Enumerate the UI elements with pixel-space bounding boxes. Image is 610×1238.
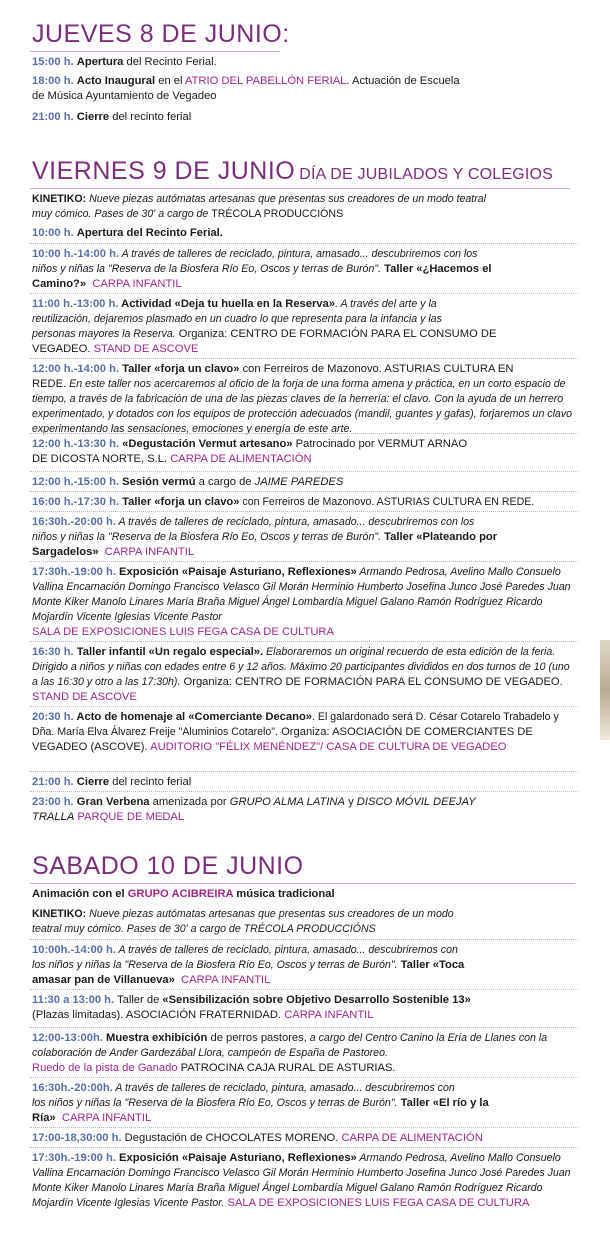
event-entry (32, 1031, 577, 1076)
event-entry (32, 110, 577, 125)
event-title: Taller «El río y la (397, 1097, 489, 1109)
event-time: 12:00 h.-14:00 h. (32, 363, 120, 375)
event-entry (32, 362, 577, 437)
event-title: Camino?» (32, 278, 87, 290)
cropped-photo-edge (600, 640, 610, 740)
event-title: Taller «forja un clavo» (119, 363, 240, 375)
event-text: Nueve piezas autómatas artesanas que presentas sus creadores de un modo teatral (86, 193, 487, 205)
divider (30, 491, 578, 493)
event-title: Taller «¿Hacemos el (381, 263, 492, 275)
event-time: 16:00 h.-17:30 h. (32, 496, 120, 508)
event-description: En este taller nos acercaremos al oficio de la forja de una forma amena y práctica, en un corto espacio de tiempo, a través de la fabricación de una de las piezas claves de la herrería: el clavo. Con la ayuda de un herrero experimentado, y dotados con los equipos de protección adecuados (mandil, guantes y gafas), forjaremos un clavo experimentando las sensaciones, emociones y energía de este arte. (32, 378, 573, 435)
event-entry (32, 247, 577, 292)
event-time: 10:00h.-14:00 h. (32, 944, 116, 956)
event-title: amasar pan de Villanueva» (32, 974, 175, 986)
event-title: Taller «Plateando por (381, 531, 498, 543)
event-title: Taller «Toca (397, 959, 465, 971)
event-text: a cargo del Centro Canino la Ería de Llanes con la colaboración de Ander Gardezábal Llora, campeón de España de Pastoreo. (32, 1032, 548, 1059)
event-text: niños y niñas la "Reserva de la Biosfera Río Eo, Oscos y terras de Burón". (32, 263, 382, 275)
event-text: Taller de (114, 994, 163, 1006)
event-entry (32, 1081, 577, 1126)
event-text: . Actuación de Escuela (346, 75, 460, 87)
event-time: 16:30 h. (32, 646, 74, 658)
event-text: a cargo de (195, 476, 255, 488)
event-org: TRÉCOLA PRODUCCIÓNS (211, 208, 344, 220)
kinetiko-label: KINETIKO: (32, 908, 87, 920)
event-title: Ría» (32, 1112, 56, 1124)
title-underline (30, 51, 280, 52)
divider (30, 1027, 578, 1029)
event-text: los niños y niñas la "Reserva de la Biosfera Río Eo, Oscos y terras de Burón". (32, 1097, 398, 1109)
title-underline (30, 188, 570, 189)
event-entry (32, 55, 577, 70)
event-text: REDE. (32, 378, 67, 390)
event-org: GRUPO ALMA LATINA (229, 796, 345, 808)
event-title: «Degustación Vermut artesano» (119, 438, 293, 450)
event-org: Organiza: CENTRO DE FORMACIÓN PARA EL CONSUMO DE (175, 328, 497, 340)
event-text: Patrocinado por VERMUT ARNAO (292, 438, 468, 450)
event-place: STAND DE ASCOVE (32, 691, 137, 703)
event-org: DISCO MÓVIL DEEJAY (356, 796, 476, 808)
divider (30, 511, 578, 513)
event-text: amenizada por (149, 796, 230, 808)
event-title: Muestra exhibición (102, 1032, 208, 1044)
event-time: 12:00 h.-15:00 h. (32, 476, 120, 488)
event-text: Degustación de CHOCOLATES MORENO. (121, 1132, 339, 1144)
event-time: 23:00 h. (32, 796, 74, 808)
event-text: . El galardonado será D. César Cotarelo Trabadelo y Dña. María Elva Álvarez Freije "Aluminios Cotarelo". (32, 711, 559, 738)
divider (30, 293, 578, 295)
event-title: Apertura del Recinto Ferial. (76, 227, 223, 239)
event-title: Cierre (73, 776, 110, 788)
event-title: Taller «forja un clavo» (119, 496, 240, 508)
event-org: Organiza: CENTRO DE FORMACIÓN PARA EL CONSUMO DE VEGADEO. (180, 676, 563, 688)
event-text: del recinto ferial (109, 776, 192, 788)
event-text: los niños y niñas la "Reserva de la Biosfera Río Eo, Oscos y terras de Burón". (32, 959, 398, 971)
event-time: 16:30h.-20:00h. (32, 1082, 113, 1094)
event-time: 15:00 h. (32, 56, 74, 68)
event-title: Actividad «Deja tu huella en la Reserva» (118, 298, 336, 310)
event-org: PATROCINA CAJA RURAL DE ASTURIAS. (177, 1062, 396, 1074)
event-title: Cierre (76, 111, 110, 123)
divider (30, 561, 578, 563)
event-entry (32, 943, 577, 988)
event-text: con Ferreiros de Mazonovo. ASTURIAS CULTURA EN (239, 363, 514, 375)
event-entry (32, 1131, 577, 1146)
divider (30, 358, 578, 360)
event-time: 10:00 h.-14:00 h. (32, 248, 120, 260)
event-title: Apertura (76, 56, 124, 68)
day-title-jueves: JUEVES 8 DE JUNIO: (32, 20, 290, 48)
divider (30, 1077, 578, 1079)
title-underline (30, 883, 575, 884)
day-title-viernes (32, 157, 553, 186)
event-text: de Música Ayuntamiento de Vegadeo (32, 90, 217, 102)
event-title: Exposición «Paisaje Asturiano, Reflexiones» (115, 566, 357, 578)
event-time: 17:30h.-19:00 h. (32, 1152, 116, 1164)
event-place: STAND DE ASCOVE (93, 343, 199, 355)
event-entry (32, 710, 577, 755)
event-time: 10:00 h. (32, 227, 74, 239)
event-text: niños y niñas la "Reserva de la Biosfera Río Eo, Oscos y terras de Burón". (32, 531, 382, 543)
day-title-text: VIERNES 9 DE JUNIO (32, 157, 296, 185)
day-title-sabado: SABADO 10 DE JUNIO (32, 852, 304, 880)
divider (30, 939, 578, 941)
event-text: VEGADEO. (32, 343, 91, 355)
event-text: . A través del arte y la (335, 298, 437, 310)
event-time: 16:30h.-20:00 h. (32, 516, 116, 528)
event-time: 21:00 h. (32, 776, 74, 788)
event-entry (32, 775, 577, 790)
divider (30, 243, 578, 245)
event-text: Nueve piezas autómatas artesanas que presentas sus creadores de un modo (86, 908, 454, 920)
event-title: «Sensibilización sobre Objetivo Desarrollo Sostenible 13» (162, 994, 471, 1006)
event-text: Elaboraremos un original recuerdo de esta edición de la feria. Dirigido a niños y niñas con edades entre 6 y 12 años. Máximo 20 participantes divididos en dos turnos de 10 (uno a las 16:30 y otro a las 17:30h). (32, 646, 570, 688)
event-place: ATRIO DEL PABELLÓN FERIAL (184, 75, 347, 87)
divider (30, 1127, 578, 1129)
event-text: A través de talleres de reciclado, pintura, amasado... descubriremos con los (115, 516, 475, 528)
event-entry (32, 297, 577, 357)
kinetiko-note (32, 907, 577, 937)
event-org: JAIME PAREDES (254, 476, 344, 488)
event-time: 17:30h.-19:00 h. (32, 566, 116, 578)
event-entry (32, 226, 577, 241)
event-time: 11:00 h.-13:00 h. (32, 298, 119, 310)
kinetiko-note (32, 192, 577, 222)
event-text: con Ferreiros de Mazonovo. ASTURIAS CULTURA EN REDE. (239, 496, 535, 508)
event-place: CARPA DE ALIMENTACIÓN (341, 1132, 483, 1144)
event-place: CARPA INFANTIL (284, 1009, 374, 1021)
divider (30, 1147, 578, 1149)
event-title: Taller infantil «Un regalo especial». (73, 646, 264, 658)
event-text: en el (155, 75, 185, 87)
event-entry (32, 1151, 577, 1211)
event-time: 11:30 a 13:00 h. (32, 994, 115, 1006)
event-place: AUDITORIO "FÉLIX MENÉNDEZ"/ CASA DE CULTURA DE VEGADEO (150, 741, 507, 753)
event-entry (32, 993, 577, 1023)
event-title: Acto Inaugural (76, 75, 156, 87)
event-text: A través de talleres de reciclado, pintura, amasado... descubriremos con (115, 944, 458, 956)
event-text: Armando Pedrosa, Avelino Mallo Consuelo Vallina Encarnación Domingo Francisco Velasco Gil Morán Herminio Humberto Josefina Junco José Paredes Juan Monte Kiker Manolo Linares María Braña Miguel Ángel Lombardía Miguel Galano Ramón Rodríguez Ricardo Mojardín Vicente Iglesias Vicente Pastor. (32, 1152, 571, 1209)
event-title: Gran Verbena (73, 796, 150, 808)
event-time: 12:00-13:00h. (32, 1032, 103, 1044)
event-time: 21:00 h. (32, 111, 74, 123)
event-text: A través de talleres de reciclado, pintura, amasado... descubriremos con los (119, 248, 478, 260)
divider (30, 989, 578, 991)
event-text: teatral muy cómico. Pases de 30' a cargo de TRÉCOLA PRODUCCIÓNS (32, 923, 376, 935)
event-text: (Plazas limitadas). ASOCIACIÓN FRATERNIDAD. (32, 1009, 282, 1021)
event-entry (32, 795, 577, 825)
event-place: Ruedo de la pista de Ganado (32, 1062, 178, 1074)
event-text: A través de talleres de reciclado, pintura, amasado... descubriremos con (112, 1082, 455, 1094)
event-text: Animación con el (32, 888, 128, 900)
event-text: y (344, 796, 357, 808)
event-place: CARPA DE ALIMENTACIÓN (170, 453, 312, 465)
event-org: TRALLA (32, 811, 75, 823)
event-org: Organiza: ASOCIACIÓN DE COMERCIANTES DE VEGADEO (ASCOVE). (32, 726, 533, 753)
event-entry (32, 515, 577, 560)
event-time: 17:00-18,30:00 h. (32, 1132, 122, 1144)
event-title: Sesión vermú (119, 476, 196, 488)
event-text: reutilización, dejaremos plasmado en un cuadro lo que representa para la infancia y las (32, 313, 442, 325)
event-time: 18:00 h. (32, 75, 74, 87)
event-text: muy cómico. Pases de 30' a cargo de (32, 208, 212, 220)
event-entry (32, 437, 577, 467)
kinetiko-label: KINETIKO: (32, 193, 87, 205)
event-text: DE DICOSTA NORTE, S.L. (32, 453, 168, 465)
event-place: CARPA INFANTIL (104, 546, 195, 558)
divider (30, 771, 578, 773)
event-time: 20:30 h. (32, 711, 74, 723)
event-text: música tradicional (233, 888, 335, 900)
event-text: personas mayores la Reserva. (32, 328, 176, 340)
event-entry (32, 475, 577, 490)
event-entry (32, 565, 577, 640)
event-entry (32, 74, 577, 104)
event-place: CARPA INFANTIL (92, 278, 182, 290)
event-text: Armando Pedrosa, Avelino Mallo Consuelo Vallina Encarnación Domingo Francisco Velasco Gil Morán Herminio Humberto Josefina Junco José Paredes Juan Monte Kiker Manolo Linares María Braña Miguel Ángel Lombardía Miguel Galano Ramón Rodríguez Ricardo Mojardín Vicente Iglesias Vicente Pastor (32, 566, 571, 623)
event-text: del Recinto Ferial. (123, 56, 217, 68)
event-place: CARPA INFANTIL (61, 1112, 152, 1124)
event-title: Acto de homenaje al «Comerciante Decano» (73, 711, 313, 723)
event-entry (32, 645, 577, 705)
event-title: Exposición «Paisaje Asturiano, Reflexiones» (115, 1152, 357, 1164)
divider (30, 433, 578, 435)
event-entry (32, 495, 577, 510)
event-time: 12:00 h.-13:30 h. (32, 438, 120, 450)
event-place: PARQUE DE MEDAL (77, 811, 185, 823)
event-place: SALA DE EXPOSICIONES LUIS FEGA CASA DE CULTURA (227, 1197, 530, 1209)
divider (30, 706, 578, 708)
event-org: GRUPO ACIBREIRA (127, 888, 234, 900)
event-place: SALA DE EXPOSICIONES LUIS FEGA CASA DE CULTURA (32, 626, 334, 638)
event-text: de perros pastores, (207, 1032, 307, 1044)
event-place: CARPA INFANTIL (181, 974, 271, 986)
event-text: del recinto ferial (109, 111, 192, 123)
divider (30, 791, 578, 793)
event-title: Sargadelos» (32, 546, 99, 558)
event-entry (32, 887, 577, 902)
divider (30, 641, 578, 643)
divider (30, 471, 578, 473)
day-subtitle: DÍA DE JUBILADOS Y COLEGIOS (299, 166, 554, 183)
